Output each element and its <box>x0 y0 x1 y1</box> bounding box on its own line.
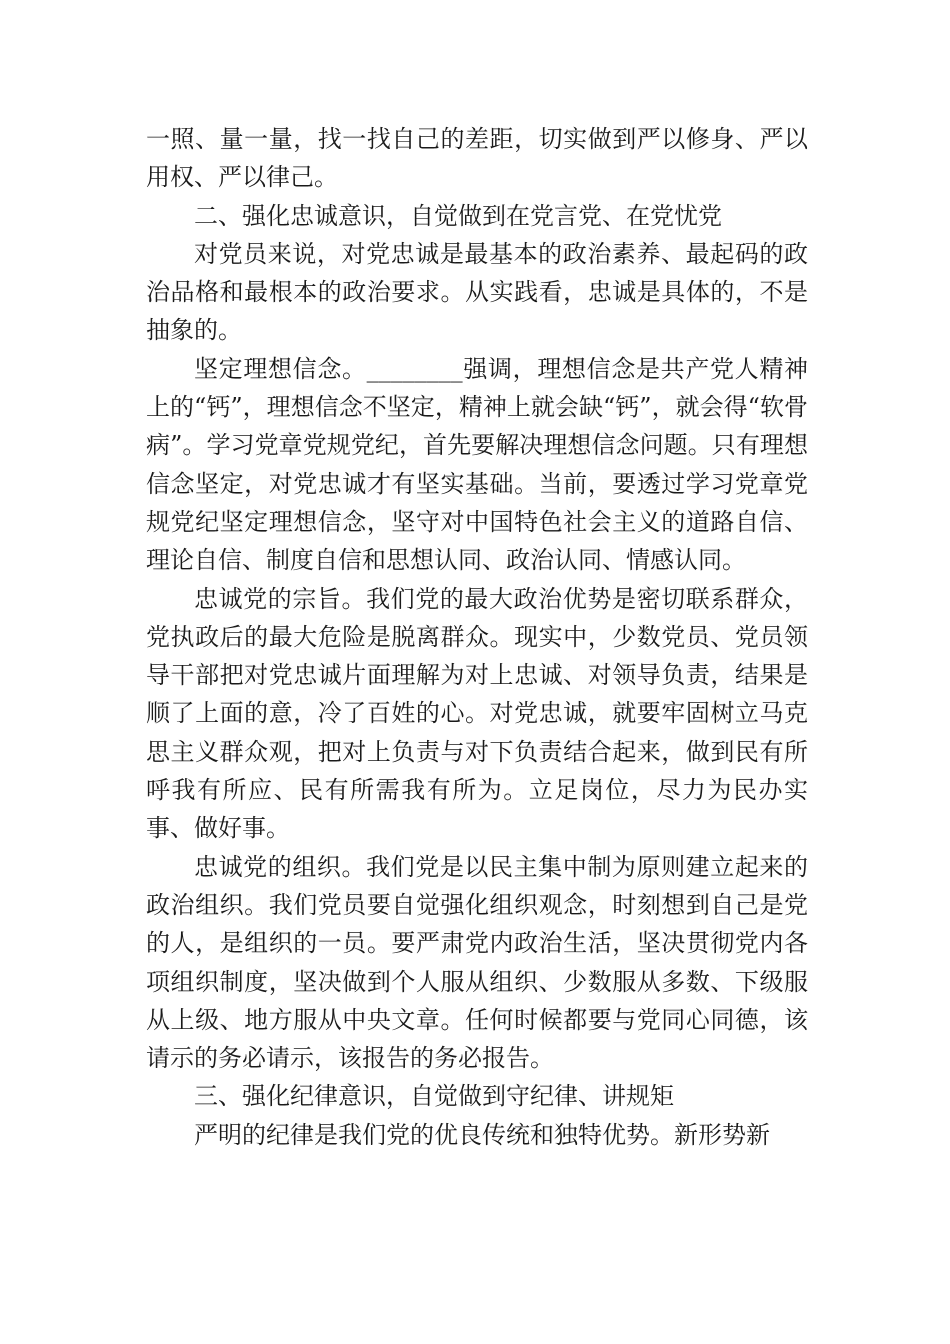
paragraph-loyalty-intro: 对党员来说，对党忠诚是最基本的政治素养、最起码的政治品格和最根本的政治要求。从实践看，忠诚是具体的，不是抽象的。 <box>146 239 808 345</box>
paragraph-ideals-belief: 坚定理想信念。________强调，理想信念是共产党人精神上的“钙”，理想信念不坚定，精神上就会缺“钙”，就会得“软骨病”。学习党章党规党纪，首先要解决理想信念问题。只有理想信念坚定，对党忠诚才有坚实基础。当前，要透过学习党章党规党纪坚定理想信念，坚守对中国特色社会主义的道路自信、理论自信、制度自信和思想认同、政治认同、情感认同。 <box>146 354 808 575</box>
section-heading-2: 二、强化忠诚意识，自觉做到在党言党、在党忧党 <box>194 201 722 230</box>
paragraph-party-organization: 忠诚党的组织。我们党是以民主集中制为原则建立起来的政治组织。我们党员要自觉强化组织观念，时刻想到自己是党的人，是组织的一员。要严肃党内政治生活，坚决贯彻党内各项组织制度，坚决做到个人服从组织、少数服从多数、下级服从上级、地方服从中央文章。任何时候都要与党同心同德，该请示的务必请示，该报告的务必报告。 <box>146 852 808 1073</box>
paragraph-continuation: 一照、量一量，找一找自己的差距，切实做到严以修身、严以用权、严以律己。 <box>146 125 808 192</box>
section-heading-3: 三、强化纪律意识，自觉做到守纪律、讲规矩 <box>194 1082 674 1111</box>
paragraph-discipline-intro: 严明的纪律是我们党的优良传统和独特优势。新形势新 <box>194 1120 770 1149</box>
document-body <box>146 120 808 1154</box>
paragraph-party-purpose: 忠诚党的宗旨。我们党的最大政治优势是密切联系群众，党执政后的最大危险是脱离群众。现实中，少数党员、党员领导干部把对党忠诚片面理解为对上忠诚、对领导负责，结果是顺了上面的意，冷了百姓的心。对党忠诚，就要牢固树立马克思主义群众观，把对上负责与对下负责结合起来，做到民有所呼我有所应、民有所需我有所为。立足岗位，尽力为民办实事、做好事。 <box>146 584 808 843</box>
